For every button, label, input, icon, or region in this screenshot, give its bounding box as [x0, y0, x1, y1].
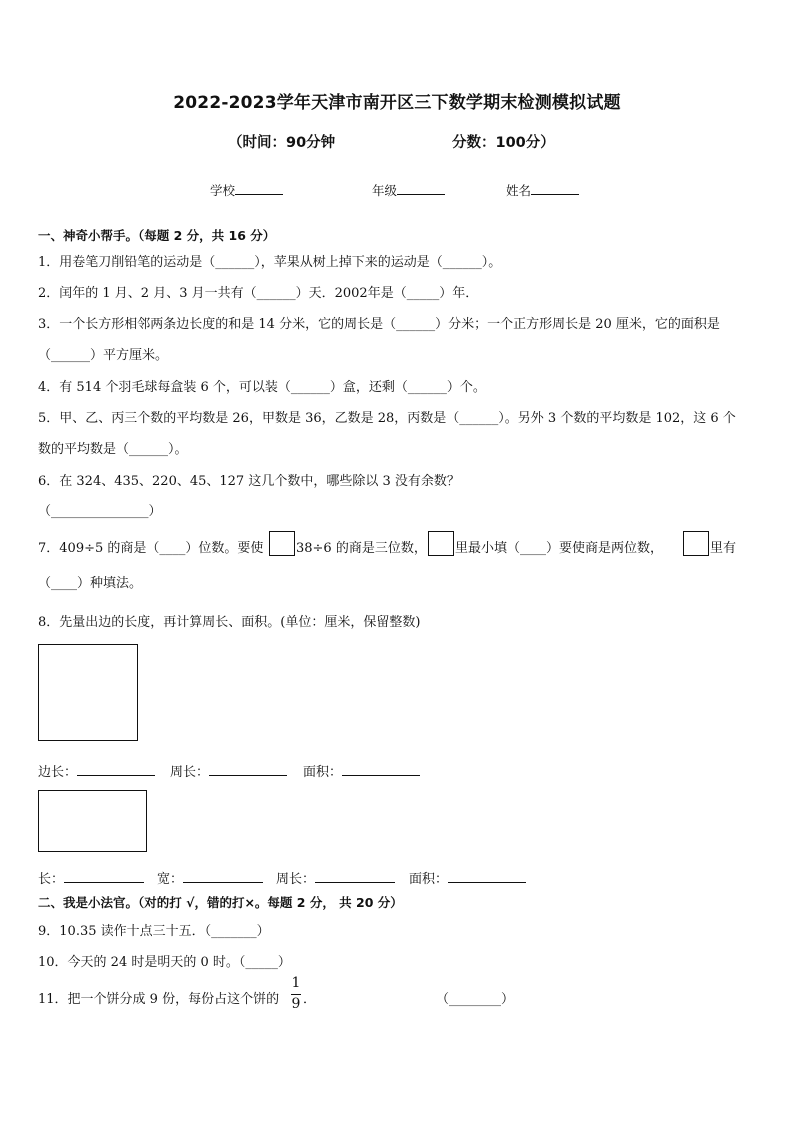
school-field: [210, 181, 283, 199]
side-label: 边长：: [38, 765, 78, 780]
question-9: 9．10.35 读作十点三十五．（_______）: [38, 924, 270, 939]
exam-score: 分数：100分）: [452, 135, 555, 151]
fraction-bar: [291, 994, 301, 995]
question-5-line2: 数的平均数是（______）。: [38, 442, 188, 457]
rectangle-figure: [38, 790, 147, 852]
question-2: 2．闰年的 1 月、2 月、3 月一共有（______）天．2002年是（_____）年．: [38, 286, 479, 301]
square-area-field: [303, 761, 420, 780]
side-blank[interactable]: [77, 762, 155, 776]
rect-width-field: [157, 868, 263, 887]
question-7-line2: （____）种填法。: [38, 576, 143, 591]
question-5-line1: 5．甲、乙、丙三个数的平均数是 26，甲数是 36，乙数是 28，丙数是（______）。另外 3 个数的平均数是 102，这 6 个: [38, 411, 736, 426]
rect-perimeter-label: 周长：: [276, 872, 316, 887]
grade-label: 年级: [372, 183, 398, 198]
name-blank[interactable]: [531, 182, 579, 195]
section2-heading: 二、我是小法官。（对的打 √，错的打×。每题 2 分， 共 20 分）: [38, 895, 403, 910]
length-label: 长：: [38, 872, 65, 887]
question-7-part-b: 38÷6 的商是三位数，: [296, 541, 427, 556]
name-field: [506, 181, 579, 199]
question-7-part-c: 里最小填（____）要使商是两位数，: [455, 541, 664, 556]
school-label: 学校: [210, 183, 236, 198]
question-11: 11．把一个饼分成 9 份，每份占这个饼的: [38, 992, 280, 1007]
square-area-label: 面积：: [303, 765, 343, 780]
digit-box-2[interactable]: [428, 531, 454, 556]
question-1: 1．用卷笔刀削铅笔的运动是（______），苹果从树上掉下来的运动是（______）。: [38, 255, 502, 270]
rect-area-label: 面积：: [409, 872, 449, 887]
question-11-blank[interactable]: （________）: [436, 992, 515, 1007]
square-perimeter-field: [170, 761, 287, 780]
rect-perimeter-field: [276, 868, 395, 887]
width-label: 宽：: [157, 872, 184, 887]
name-label: 姓名: [506, 183, 532, 198]
school-blank[interactable]: [235, 182, 283, 195]
exam-time: （时间：90分钟: [228, 135, 336, 151]
rect-length-field: [38, 868, 144, 887]
grade-field: [372, 181, 445, 199]
fraction-denominator: 9: [291, 996, 301, 1012]
question-10: 10．今天的 24 时是明天的 0 时。（_____）: [38, 955, 291, 970]
square-area-blank[interactable]: [342, 762, 420, 776]
rect-area-blank[interactable]: [448, 869, 526, 883]
square-perimeter-blank[interactable]: [209, 762, 287, 776]
square-perimeter-label: 周长：: [170, 765, 210, 780]
digit-box-1[interactable]: [269, 531, 295, 556]
rect-area-field: [409, 868, 526, 887]
digit-box-3[interactable]: [683, 531, 709, 556]
fraction-numerator: 1: [291, 975, 301, 991]
length-blank[interactable]: [64, 869, 144, 883]
section1-heading: 一、神奇小帮手。（每题 2 分，共 16 分）: [38, 228, 276, 243]
square-side-field: [38, 761, 155, 780]
question-3-line2: （______）平方厘米。: [38, 348, 169, 363]
rect-perimeter-blank[interactable]: [315, 869, 395, 883]
question-8: 8．先量出边的长度，再计算周长、面积。(单位：厘米，保留整数): [38, 615, 421, 630]
page-title: 2022-2023学年天津市南开区三下数学期末检测模拟试题: [173, 93, 621, 113]
question-11-end: ．: [303, 992, 317, 1007]
question-3-line1: 3．一个长方形相邻两条边长度的和是 14 分米，它的周长是（______）分米；一个正方形周长是 20 厘米，它的面积是: [38, 317, 720, 332]
question-6-line2: （_______________）: [38, 504, 162, 519]
question-7-part-a: 7．409÷5 的商是（____）位数。要使: [38, 541, 264, 556]
width-blank[interactable]: [183, 869, 263, 883]
square-figure: [38, 644, 138, 741]
question-4: 4．有 514 个羽毛球每盒装 6 个，可以装（______）盒，还剩（______）个。: [38, 380, 486, 395]
question-7-part-d: 里有: [710, 541, 737, 556]
question-6-line1: 6．在 324、435、220、45、127 这几个数中，哪些除以 3 没有余数？: [38, 474, 460, 489]
grade-blank[interactable]: [397, 182, 445, 195]
